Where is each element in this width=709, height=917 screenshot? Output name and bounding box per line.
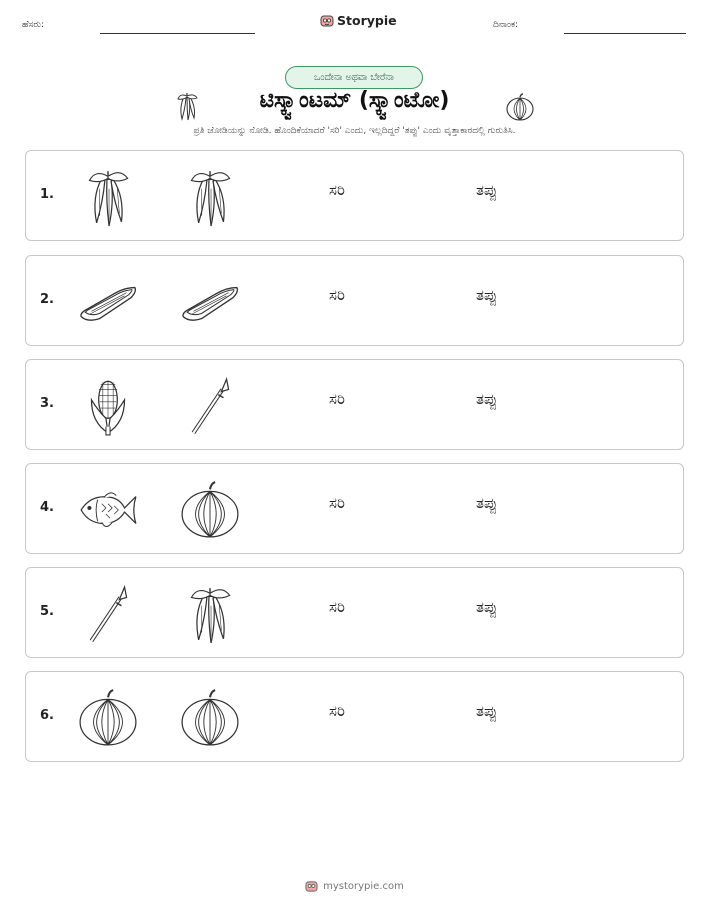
pumpkin-icon xyxy=(77,687,139,749)
false-option[interactable]: ತಪ್ಪು xyxy=(476,598,498,616)
beans-icon xyxy=(179,166,241,228)
question-number: 6. xyxy=(40,708,54,723)
question-row xyxy=(25,255,684,346)
beans-icon xyxy=(179,583,241,645)
name-line[interactable] xyxy=(100,33,255,34)
storypie-logo-icon xyxy=(320,14,334,28)
false-option[interactable]: ತಪ್ಪು xyxy=(476,702,498,720)
canoe-icon xyxy=(179,271,241,333)
footer-url[interactable]: mystorypie.com xyxy=(323,881,404,892)
true-option[interactable]: ಸರಿ xyxy=(329,286,345,304)
question-row xyxy=(25,671,684,762)
question-row xyxy=(25,359,684,450)
true-option[interactable]: ಸರಿ xyxy=(329,390,345,408)
beans-icon xyxy=(77,166,139,228)
true-option[interactable]: ಸರಿ xyxy=(329,598,345,616)
footer xyxy=(0,880,709,893)
canoe-icon xyxy=(77,271,139,333)
question-row xyxy=(25,150,684,241)
title-pumpkin-icon xyxy=(505,92,535,126)
storypie-logo-icon xyxy=(305,880,318,893)
false-option[interactable]: ತಪ್ಪು xyxy=(476,390,498,408)
pumpkin-icon xyxy=(179,479,241,541)
fish-icon xyxy=(77,479,139,541)
worksheet-type-tag: ಒಂದೇನಾ ಅಥವಾ ಬೇರೆನಾ xyxy=(285,66,423,89)
pumpkin-icon xyxy=(179,687,241,749)
question-number: 2. xyxy=(40,292,54,307)
true-option[interactable]: ಸರಿ xyxy=(329,702,345,720)
date-label: ದಿನಾಂಕ: xyxy=(493,20,519,30)
question-number: 3. xyxy=(40,396,54,411)
false-option[interactable]: ತಪ್ಪು xyxy=(476,286,498,304)
true-option[interactable]: ಸರಿ xyxy=(329,494,345,512)
question-row xyxy=(25,463,684,554)
question-number: 4. xyxy=(40,500,54,515)
storypie-brand xyxy=(320,13,397,28)
question-row xyxy=(25,567,684,658)
page-title: ಟಿಸ್ಕ್ವಾಂಟಮ್ (ಸ್ಕ್ವಾಂಟೋ) xyxy=(259,88,450,113)
true-option[interactable]: ಸರಿ xyxy=(329,181,345,199)
name-label: ಹೆಸರು: xyxy=(22,20,45,30)
spear-icon xyxy=(77,583,139,645)
spear-icon xyxy=(179,375,241,437)
brand-name: Storypie xyxy=(337,13,397,28)
corn-icon xyxy=(77,375,139,437)
false-option[interactable]: ತಪ್ಪು xyxy=(476,494,498,512)
false-option[interactable]: ತಪ್ಪು xyxy=(476,181,498,199)
question-number: 1. xyxy=(40,187,54,202)
question-number: 5. xyxy=(40,604,54,619)
instructions: ಪ್ರತಿ ಜೋಡಿಯನ್ನು ನೋಡಿ. ಹೊಂದಿಕೆಯಾದರೆ 'ಸರಿ' ಎಂದು, ಇಲ್ಲದಿದ್ದರೆ 'ತಪ್ಪು' ಎಂದು ವೃತ್ತಾಕಾರದಲ್ಲಿ ಗುರುತಿಸಿ. xyxy=(193,126,516,136)
date-line[interactable] xyxy=(564,33,686,34)
